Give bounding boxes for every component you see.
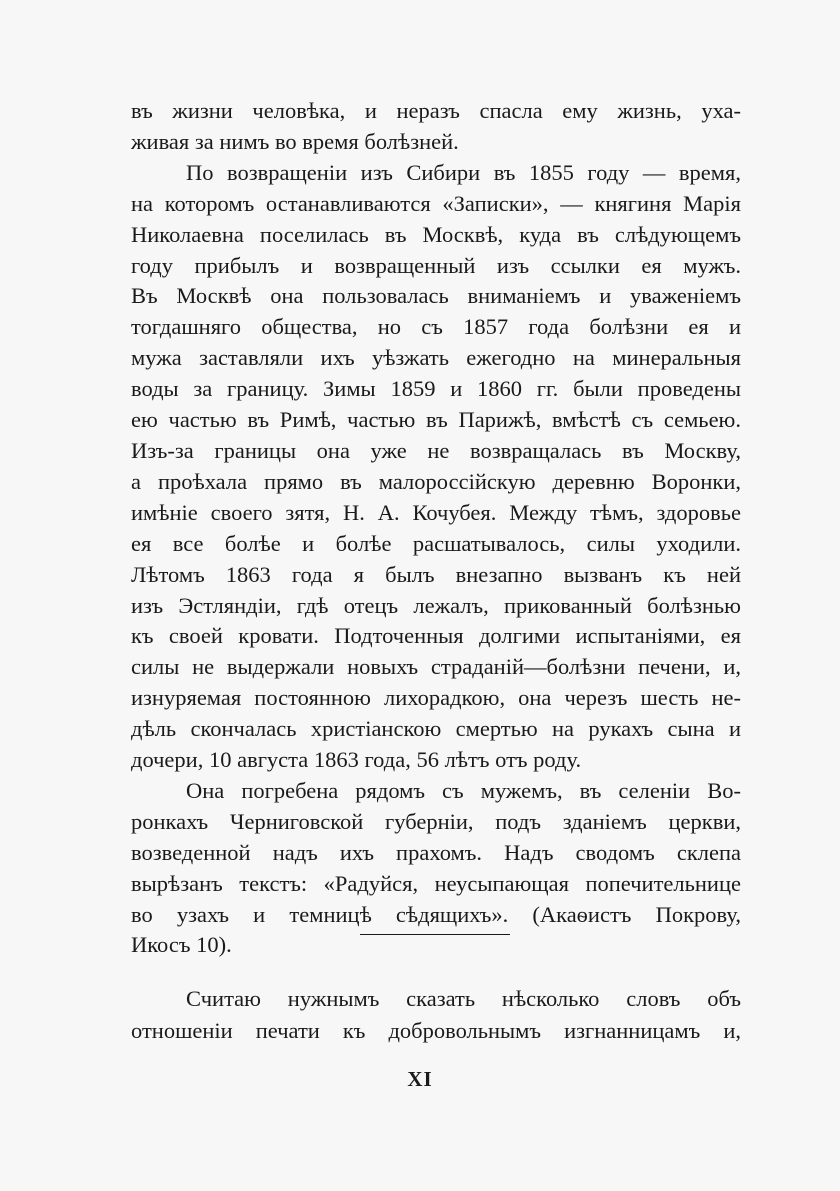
text-line: ея все болѣе и болѣе расшатывалось, силы уходили. xyxy=(131,530,741,556)
continuation-text-block xyxy=(131,983,741,1047)
text-line: тогдашняго общества, но съ 1857 года болѣзни ея и xyxy=(131,314,741,340)
text-line: По возвращеніи изъ Сибири въ 1855 году — время, xyxy=(186,159,741,185)
page-number: XI xyxy=(407,1067,433,1091)
text-line: во узахъ и темницѣ сѣдящихъ». (Акаѳистъ Покрову, xyxy=(131,901,741,927)
text-line: изнуряемая постоянною лихорадкою, она черезъ шесть не- xyxy=(131,685,741,711)
text-line: дочери, 10 августа 1863 года, 56 лѣтъ отъ роду. xyxy=(131,747,582,773)
text-line: ронкахъ Черниговской губерніи, подъ зданіемъ церкви, xyxy=(131,808,741,834)
text-line: Икосъ 10). xyxy=(131,932,232,958)
text-line: отношеніи печати къ добровольнымъ изгнанницамъ и, xyxy=(131,1018,741,1043)
section-separator-rule xyxy=(360,934,510,935)
text-line: воды за границу. Зимы 1859 и 1860 гг. были проведены xyxy=(131,376,741,402)
text-line: вырѣзанъ текстъ: «Радуйся, неусыпающая попечительнице xyxy=(131,870,741,896)
text-line: Николаевна поселилась въ Москвѣ, куда въ слѣдующемъ xyxy=(131,221,741,247)
text-line: Изъ-за границы она уже не возвращалась въ Москву, xyxy=(131,437,741,463)
text-line: мужа заставляли ихъ уѣзжать ежегодно на минеральныя xyxy=(131,345,741,371)
text-line: силы не выдержали новыхъ страданій—болѣзни печени, и, xyxy=(131,654,741,680)
text-line: въ жизни человѣка, и неразъ спасла ему жизнь, уха- xyxy=(131,98,741,123)
text-line: ею частью въ Римѣ, частью въ Парижѣ, вмѣстѣ съ семьею. xyxy=(131,407,741,433)
text-line: изъ Эстляндіи, гдѣ отецъ лежалъ, прикованный болѣзнью xyxy=(131,592,741,618)
main-text-block xyxy=(131,96,741,961)
text-line: на которомъ останавливаются «Записки», — княгиня Марія xyxy=(131,190,741,216)
text-line: Въ Москвѣ она пользовалась вниманіемъ и уваженіемъ xyxy=(131,283,741,309)
text-line: а проѣхала прямо въ малороссійскую деревню Воронки, xyxy=(131,468,741,494)
text-line: имѣніе своего зятя, Н. А. Кочубея. Между тѣмъ, здоровье xyxy=(131,499,741,525)
text-line: возведенной надъ ихъ прахомъ. Надъ сводомъ склепа xyxy=(131,839,741,865)
text-line: году прибылъ и возвращенный изъ ссылки ея мужъ. xyxy=(131,252,741,278)
text-line: Лѣтомъ 1863 года я былъ внезапно вызванъ къ ней xyxy=(131,561,741,587)
text-line: Она погребена рядомъ съ мужемъ, въ селеніи Во- xyxy=(186,777,741,803)
text-line: дѣль скончалась христіанскою смертью на рукахъ сына и xyxy=(131,716,741,742)
text-line: Считаю нужнымъ сказать нѣсколько словъ объ xyxy=(186,986,741,1011)
text-line: живая за нимъ во время болѣзней. xyxy=(131,128,459,154)
text-line: къ своей кровати. Подточенныя долгими испытаніями, ея xyxy=(131,623,741,649)
